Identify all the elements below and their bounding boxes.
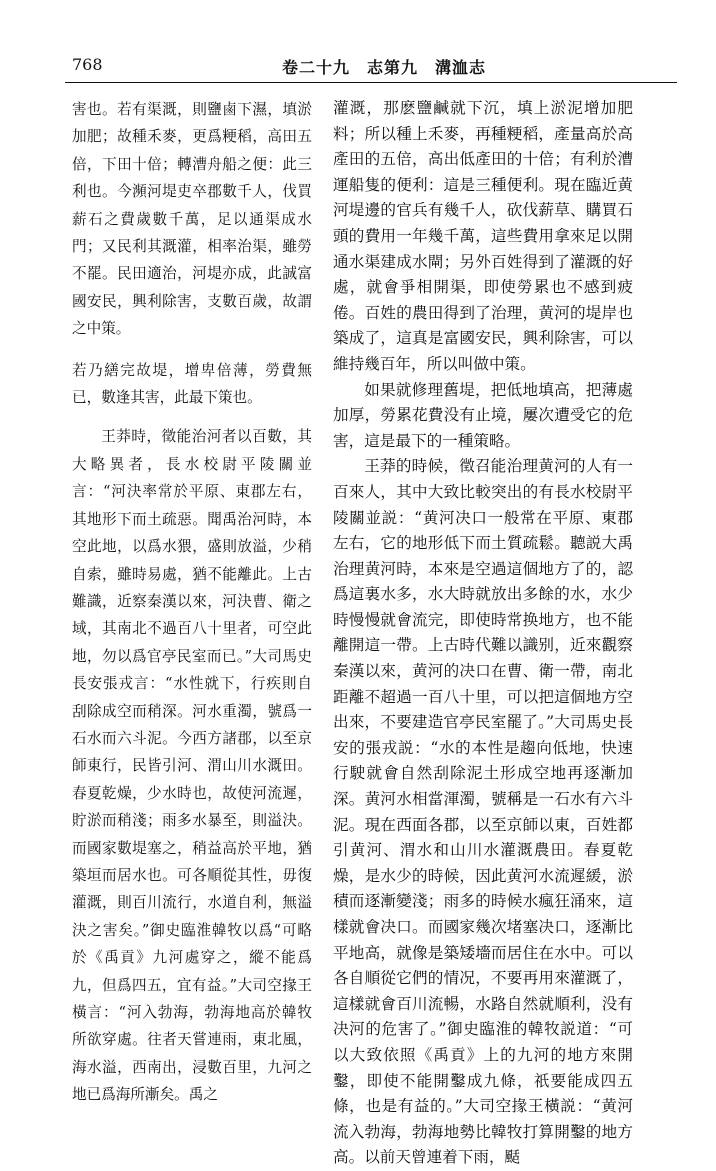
translation-paragraph-middle-strategy: 灌溉，那麽鹽鹹就下沉，填上淤泥增加肥料；所以種上禾麥，再種粳稻，產量高於高產田的五倍，高出低產田的十倍；有利於漕運船隻的便利：這是三種便利。現在臨近黄河堤邊的官兵有幾千人，砍伐薪草、購買石頭的費用一年幾千萬，這些費用拿來足以開通水渠建成水閘；另外百姓得到了灌溉的好處，就會爭相開渠，即使勞累也不感到疲倦。百姓的農田得到了治理，黄河的堤岸也築成了，這真是富國安民，興利除害，可以維持幾百年，所以叫做中策。 — [333, 99, 633, 373]
header-rule — [65, 82, 677, 83]
translation-paragraph-wang-mang: 王莽的時候，徵召能治理黄河的人有一百來人，其中大致比較突出的有長水校尉平陵關並説：“黄河决口一般常在平原、東郡左右，它的地形低下而土質疏鬆。聽説大禹治理黄河時，本來是空過這個地方了的，認爲這裏水多，水大時就放出多餘的水，水少時慢慢就會流完，即使時常换地方，也不能離開這一帶。上古時代難以識别，近來觀察秦漢以來，黄河的决口在曹、衛一帶，南北距離不超過一百八十里，可以把這個地方空出來，不要建造官亭民室罷了。”大司馬史長安的張戎説：“水的本性是趨向低地，快速行駛就會自然刮除泥土形成空地再逐漸加深。黄河水相當渾濁，號稱是一石水有六斗泥。現在西面各郡，以至京師以東，百姓都引黄河、渭水和山川水灌溉農田。春夏乾燥，是水少的時候，因此黄河水流遲緩，淤積而逐漸變淺；雨多的時候水瘋狂涌來，這樣就會决口。而國家幾次堵塞决口，逐漸比平地高，就像是築矮墻而居住在水中。可以各自順從它們的情况，不要再用來灌溉了，這樣就會百川流暢，水路自然就順利，没有决河的危害了。”御史臨淮的韓牧説道：“可以大致依照《禹貢》上的九河的地方來開鑿，即使不能開鑿成九條，祇要能成四五條，也是有益的。”大司空掾王橫説：“黄河流入勃海，勃海地勢比韓牧打算開鑿的地方高。以前天曾連着下雨，颳 — [333, 457, 633, 1167]
translation-paragraph-lowest-strategy: 如果就修理舊堤，把低地填高，把薄處加厚，勞累花費没有止境，屢次遭受它的危害，這是最下的一種策略。 — [333, 380, 633, 450]
classical-text-column — [72, 96, 312, 1109]
classical-paragraph-middle-strategy: 害也。若有渠溉，則鹽鹵下濕，填淤加肥；故種禾麥，更爲粳稻，高田五倍，下田十倍；轉漕舟船之便：此三利也。今瀕河堤吏卒郡數千人，伐買薪石之費歲數千萬，足以通渠成水門；又民利其溉灌，相率治渠，雖勞不罷。民田適治，河堤亦成，此誠富國安民，興利除害，支數百歲，故謂之中策。 — [72, 101, 312, 338]
translation-text-column — [333, 96, 633, 1171]
classical-paragraph-lowest-strategy: 若乃繕完故堤，增卑倍薄，勞費無已，數逢其害，此最下策也。 — [72, 361, 312, 407]
page-header — [0, 0, 716, 86]
running-title: 卷二十九 志第九 溝洫志 — [282, 58, 487, 77]
page-number: 768 — [72, 55, 103, 74]
classical-paragraph-wang-mang: 王莽時，徵能治河者以百數，其大略異者，長水校尉平陵關並言：“河決率常於平原、東郡左右，其地形下而土疏惡。聞禹治河時，本空此地，以爲水猥，盛則放溢，少稍自索，雖時易處，猶不能離此。上古難識，近察秦漢以來，河決曹、衛之域，其南北不過百八十里者，可空此地，勿以爲官亭民室而已。”大司馬史長安張戎言：“水性就下，行疾則自刮除成空而稍深。河水重濁，號爲一石水而六斗泥。今西方諸郡，以至京師東行，民皆引河、渭山川水溉田。春夏乾燥，少水時也，故使河流遲，貯淤而稍淺；雨多水暴至，則溢決。而國家數堤塞之，稍益高於平地，猶築垣而居水也。可各順從其性，毋復灌溉，則百川流行，水道自利，無溢決之害矣。”御史臨淮韓牧以爲“可略於《禹貢》九河處穿之，縱不能爲九，但爲四五，宜有益。”大司空掾王橫言：“河入勃海，勃海地高於韓牧所欲穿處。往者天嘗連雨，東北風，海水溢，西南出，浸數百里，九河之地已爲海所漸矣。禹之 — [72, 428, 312, 1104]
